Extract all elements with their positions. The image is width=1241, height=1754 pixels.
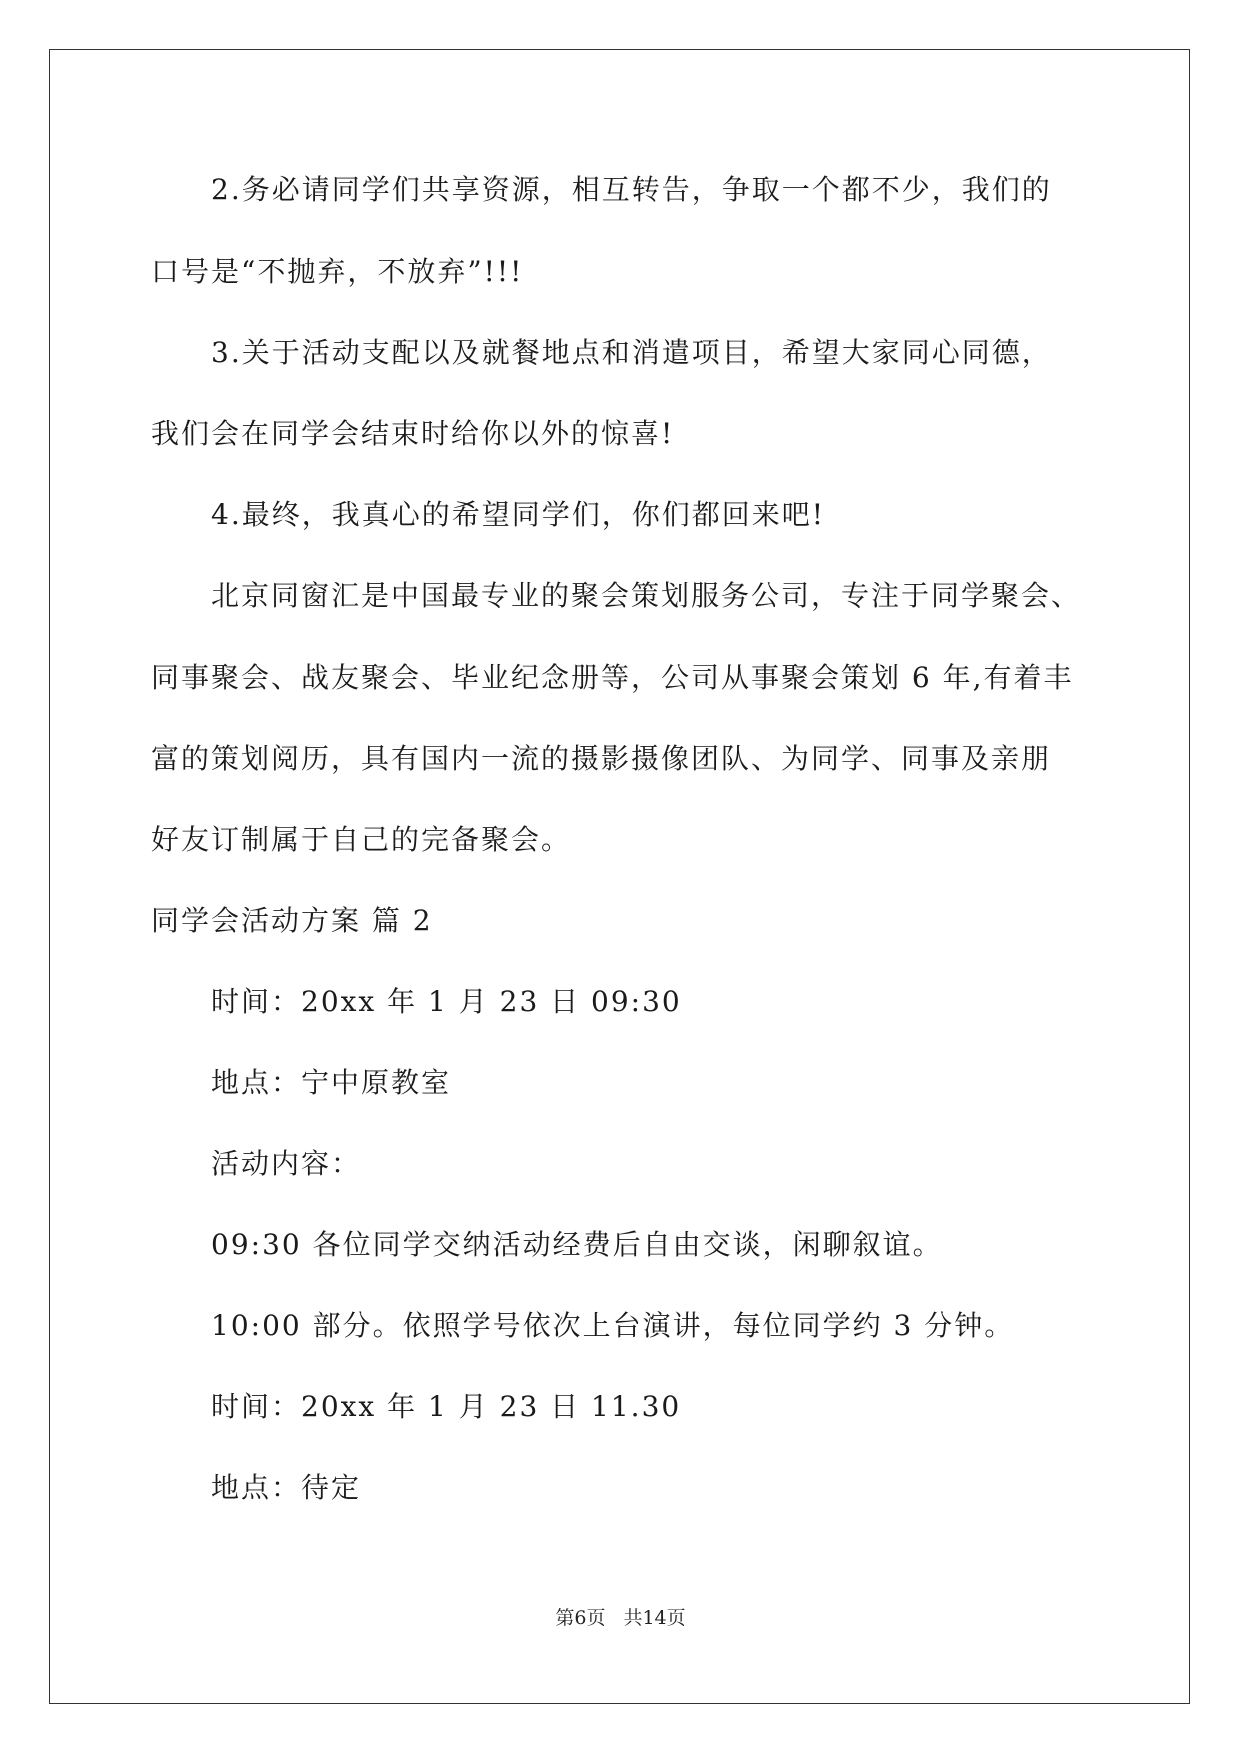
page-number-current: 第6页 — [555, 1607, 606, 1629]
paragraph-line: 时间：20xx 年 1 月 23 日 09:30 — [211, 985, 682, 1018]
page-number-total: 共14页 — [623, 1607, 686, 1629]
paragraph-line: 好友订制属于自己的完备聚会。 — [151, 823, 572, 856]
paragraph-line: 地点：待定 — [211, 1471, 362, 1504]
paragraph-line: 09:30 各位同学交纳活动经费后自由交谈，闲聊叙谊。 — [211, 1228, 943, 1261]
paragraph-line: 口号是“不抛弃，不放弃”!!! — [151, 255, 524, 288]
page-footer — [0, 1606, 1241, 1630]
section-heading: 同学会活动方案 篇 2 — [151, 904, 433, 937]
paragraph-line: 时间：20xx 年 1 月 23 日 11.30 — [211, 1390, 682, 1423]
paragraph-line: 富的策划阅历，具有国内一流的摄影摄像团队、为同学、同事及亲朋 — [151, 742, 1052, 775]
paragraph-line: 2.务必请同学们共享资源，相互转告，争取一个都不少，我们的 — [211, 173, 1052, 206]
paragraph-line: 我们会在同学会结束时给你以外的惊喜! — [151, 417, 675, 450]
paragraph-line: 10:00 部分。依照学号依次上台演讲，每位同学约 3 分钟。 — [211, 1309, 1015, 1342]
paragraph-line: 活动内容： — [211, 1147, 362, 1180]
paragraph-line: 4.最终，我真心的希望同学们，你们都回来吧! — [211, 498, 825, 531]
paragraph-line: 北京同窗汇是中国最专业的聚会策划服务公司，专注于同学聚会、 — [211, 579, 1082, 612]
page-frame — [49, 49, 1190, 1704]
paragraph-line: 地点：宁中原教室 — [211, 1066, 452, 1099]
paragraph-line: 同事聚会、战友聚会、毕业纪念册等，公司从事聚会策划 6 年,有着丰 — [151, 661, 1074, 694]
paragraph-line: 3.关于活动支配以及就餐地点和消遣项目，希望大家同心同德， — [211, 336, 1052, 369]
